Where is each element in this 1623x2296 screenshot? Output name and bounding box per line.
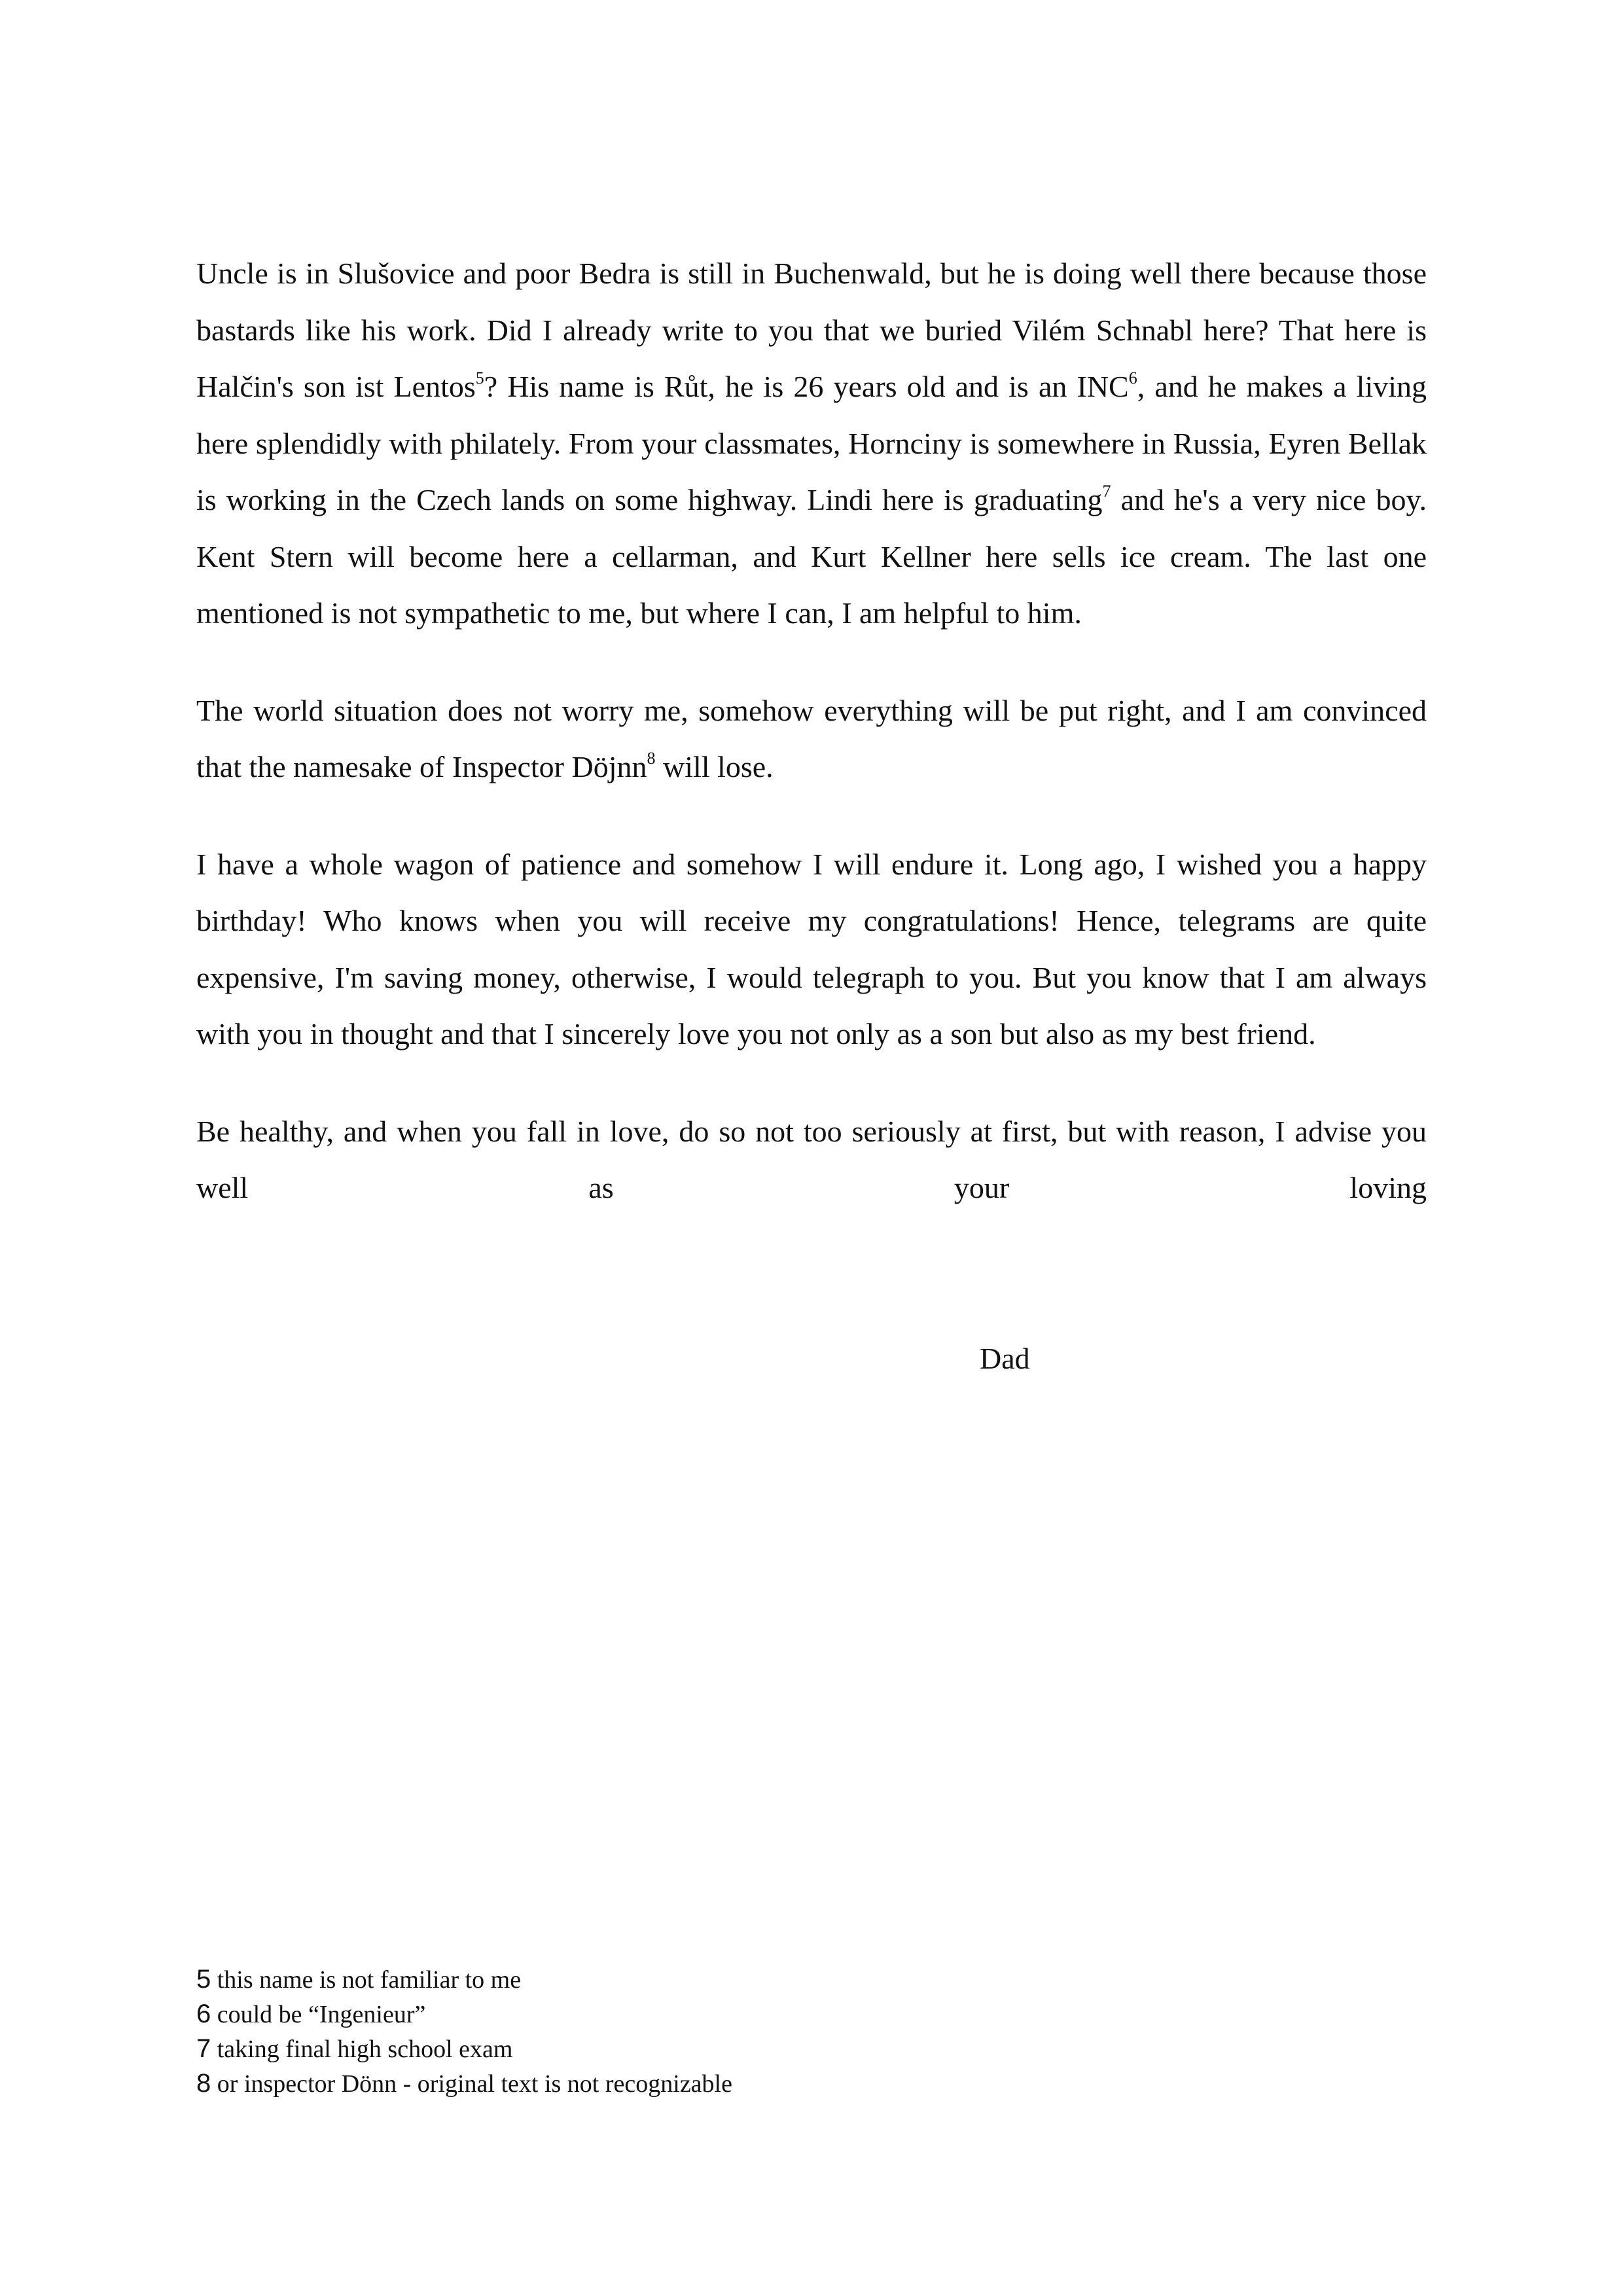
paragraph-text: The world situation does not worry me, somehow everything will be put right, and I am convinced that the namesake of Inspector Döjnn — [196, 693, 1427, 783]
footnote-text: taking final high school exam — [211, 2036, 513, 2063]
footnote-number: 8 — [196, 2069, 211, 2098]
footnotes — [196, 1962, 1427, 2101]
paragraph-world-situation — [196, 683, 1427, 796]
paragraph-text: and he's a very nice boy. Kent Stern will become here a cellarman, and Kurt Kellner here sells ice cream. The last one mentioned is not sympathetic to me, but where I can, I am helpful to him. — [196, 483, 1427, 630]
footnote-8 — [196, 2066, 1427, 2101]
letter-body — [196, 245, 1427, 1217]
paragraph-text: Uncle is in Slušovice and poor Bedra is still in Buchenwald, but he is doing well there because those bastards like his work. Did I already write to you that we buried Vilém Schnabl here? That here is Halčin's son ist Lentos — [196, 257, 1427, 403]
footnote-ref-5: 5 — [475, 368, 484, 387]
footnote-6 — [196, 1997, 1427, 2032]
signature: Dad — [980, 1342, 1030, 1375]
footnote-ref-8: 8 — [647, 748, 656, 768]
footnote-text: this name is not familiar to me — [211, 1966, 522, 1994]
footnote-ref-7: 7 — [1102, 481, 1111, 501]
paragraph-text: Be healthy, and when you fall in love, do so not too seriously at first, but with reason, I advise you well as your loving — [196, 1114, 1427, 1204]
paragraph-text: ? His name is Růt, he is 26 years old and is an INC — [484, 370, 1129, 403]
paragraph-text: I have a whole wagon of patience and somehow I will endure it. Long ago, I wished you a happy birthday! Who knows when you will receive my congratulations! Hence, telegrams are quite expensive, I'm saving money, otherwise, I would telegraph to you. But you know that I am always with you in thought and that I sincerely love you not only as a son but also as my best friend. — [196, 847, 1427, 1050]
footnote-number: 7 — [196, 2034, 211, 2063]
paragraph-news — [196, 245, 1427, 642]
footnote-7 — [196, 2032, 1427, 2066]
footnote-number: 6 — [196, 2000, 211, 2028]
paragraph-text: will lose. — [655, 750, 774, 783]
paragraph-closing — [196, 1103, 1427, 1217]
paragraph-text: , and he makes a living here splendidly with philately. From your classmates, Hornciny is somewhere in Russia, Eyren Bellak is working in the Czech lands on some highway. Lindi here is graduating — [196, 370, 1427, 516]
footnote-text: or inspector Dönn - original text is not recognizable — [211, 2070, 732, 2098]
footnote-text: could be “Ingenieur” — [211, 2001, 426, 2028]
paragraph-patience — [196, 836, 1427, 1063]
footnote-number: 5 — [196, 1965, 211, 1994]
footnote-5 — [196, 1962, 1427, 1997]
footnote-ref-6: 6 — [1128, 368, 1137, 387]
